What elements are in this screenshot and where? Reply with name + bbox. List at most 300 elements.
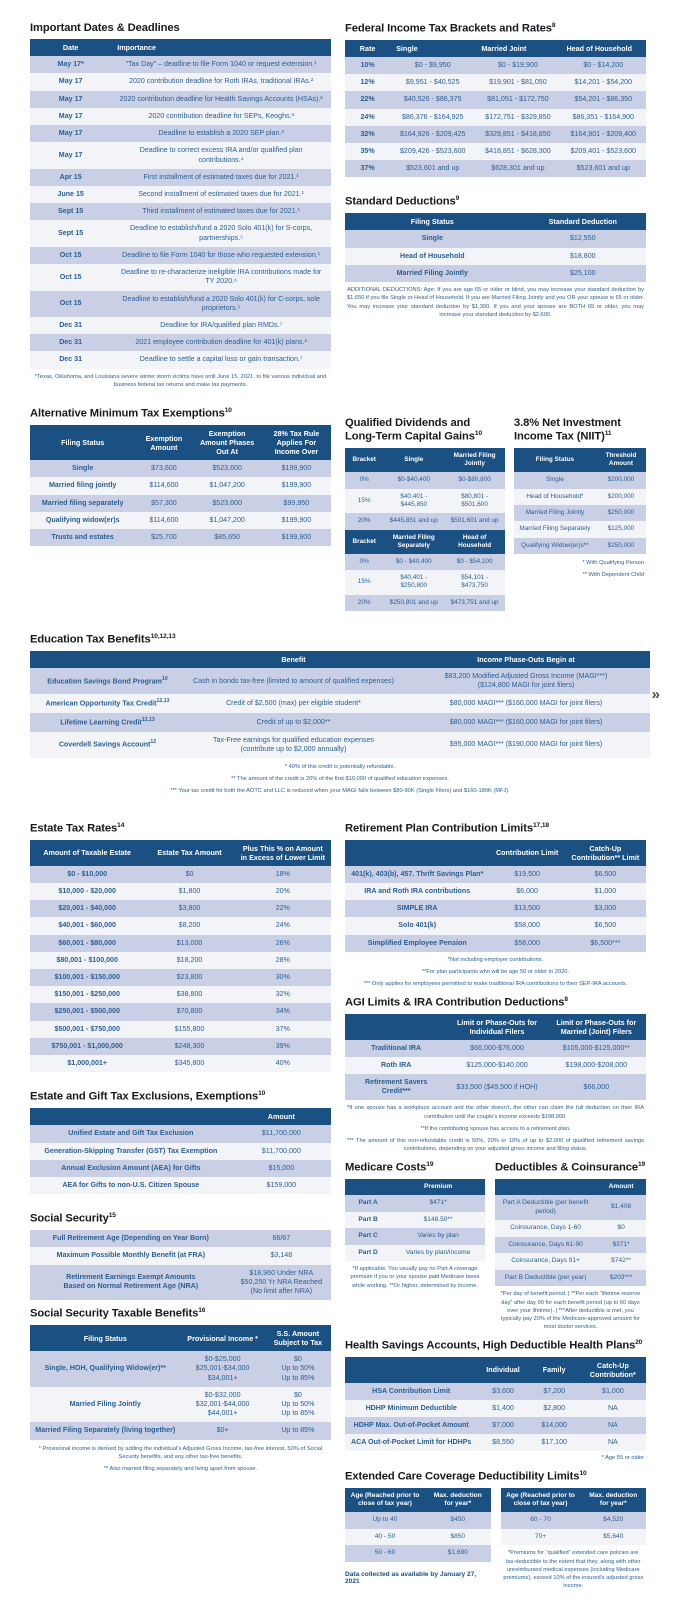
table-cell: $0 - $9,950 (390, 57, 475, 74)
table-row (345, 74, 646, 91)
dates-footnote: *Texas, Oklahoma, and Louisiana severe winter storm victims have until June 15, 2021, to file various individual and business federal tax returns and make tax payments. (34, 373, 327, 388)
table-header-row (345, 1357, 646, 1383)
table-cell: $7,200 (529, 1383, 580, 1400)
agi-footnote-2: **If the contributing spouse has access to a retirement plan. (420, 1125, 571, 1132)
medicare-heading (345, 1161, 485, 1175)
ss-taxable-heading (30, 1307, 331, 1321)
table-cell: $199,900 (262, 512, 331, 529)
deductibles-title-sup: 19 (637, 1160, 646, 1168)
table-cell: 70+ (501, 1529, 581, 1546)
table-cell: $3,148 (232, 1247, 331, 1264)
qualdiv-heading (345, 417, 505, 444)
estate-rates-body (30, 866, 331, 1073)
table-cell: $5,640 (581, 1529, 646, 1546)
table-row (30, 186, 331, 203)
table-row (514, 538, 646, 554)
table-header-row (345, 1488, 491, 1512)
table-cell: May 17 (30, 91, 111, 108)
col-amount: Amount (232, 1108, 331, 1125)
col-max-deduction: Max. deduction for year* (425, 1488, 490, 1512)
medicare-title-sup: 19 (426, 1160, 434, 1168)
hsa-heading (345, 1339, 646, 1353)
table-cell: Deadline for IRA/qualified plan RMDs.⁷ (111, 317, 331, 334)
table-cell: 32% (345, 126, 390, 143)
social-security-title: Social Security (30, 1212, 109, 1225)
education-benefit: Credit of up to $2,000** (185, 713, 402, 732)
table-row (30, 477, 331, 494)
table-cell: HSA Contribution Limit (345, 1383, 477, 1400)
table-cell: $500,001 - $750,000 (30, 1021, 144, 1038)
table-cell: Single (514, 472, 596, 488)
table-cell: $750,001 - $1,000,000 (30, 1038, 144, 1055)
table-header-row (30, 1108, 331, 1125)
table-cell: 0% (345, 554, 383, 570)
table-row (30, 1143, 331, 1160)
col-bracket: Bracket (345, 448, 383, 472)
qualdiv-body-1 (345, 472, 505, 529)
standard-deductions-heading (345, 195, 646, 209)
table-cell: Deadline to correct excess IRA and/or qualified plan contributions.⁴ (111, 142, 331, 168)
table-row (345, 265, 646, 282)
qualdiv-table-2 (345, 530, 505, 611)
extended-care-left (345, 1488, 491, 1591)
table-cell: $11,700,000 (232, 1125, 331, 1142)
agi-body (345, 1040, 646, 1101)
table-header-row (30, 651, 650, 668)
table-row (514, 521, 646, 537)
table-cell: Single (345, 230, 520, 247)
retirement-body (345, 866, 646, 952)
table-cell: Coinsurance, Days 61-90 (495, 1237, 596, 1254)
col-bracket: Bracket (345, 530, 383, 554)
education-row-label: Lifetime Learning Credit$^{12,13}$ (30, 713, 185, 732)
table-cell: $6,000 (489, 883, 564, 900)
table-row (345, 883, 646, 900)
agi-title-sup: 8 (564, 995, 568, 1003)
table-cell: Part A (345, 1195, 391, 1212)
table-cell: $209,426 - $523,600 (390, 143, 475, 160)
table-cell: Part B (345, 1212, 391, 1229)
table-row (30, 512, 331, 529)
education-benefit: Tax-Free earnings for qualified education expenses (contribute up to $2,000 annually) (185, 732, 402, 758)
table-cell: $345,800 (144, 1055, 234, 1072)
table-cell: $80,001 - $100,000 (30, 952, 144, 969)
qualdiv-table-1 (345, 448, 505, 529)
agi-limits-table (345, 1014, 646, 1101)
table-cell: 10% (345, 57, 390, 74)
deductibles-footnote: *Per day of benefit period. | **Per each “lifetime reserve day” after day 90 for each benefit period (up to 60 days over your lifetime). | ***After deductible is met, you typically pay 20% of the Medicare-approved amount for most doctor services. (500, 1291, 641, 1331)
table-cell: 40 - 50 (345, 1529, 425, 1546)
niit-body (514, 472, 646, 554)
education-footnote-2: ** The amount of the credit is 20% of the first $10,000 of qualified education expenses. (231, 776, 449, 783)
table-cell: $1,047,200 (193, 512, 262, 529)
table-header-row (345, 40, 646, 57)
estate-tax-rates-table (30, 840, 331, 1073)
standard-body (345, 230, 646, 282)
table-cell: $200,000 (596, 472, 646, 488)
table-row (345, 554, 505, 570)
dates-body (30, 56, 331, 368)
table-cell: IRA and Roth IRA contributions (345, 883, 489, 900)
table-cell: $250,000 (596, 505, 646, 521)
table-cell: 401(k), 403(b), 457. Thrift Savings Plan* (345, 866, 489, 883)
table-cell: $66,000 (547, 1074, 646, 1100)
table-cell: $70,800 (144, 1003, 234, 1020)
next-page-arrow-icon[interactable]: » (651, 686, 658, 703)
table-cell: $250,000 (596, 538, 646, 554)
table-cell: 35% (345, 143, 390, 160)
table-cell: $1,800 (144, 883, 234, 900)
ss-taxable-footnote-2: ** Also married filing separately and living apart from spouse. (103, 1466, 258, 1473)
table-row (345, 230, 646, 247)
col-catchup: Catch-Up Contribution* (580, 1357, 646, 1383)
table-row (30, 73, 331, 90)
col-individual-filers: Limit or Phase-Outs for Individual Filers (447, 1014, 546, 1040)
table-cell: Deadline to establish a 2020 SEP plan.³ (111, 125, 331, 142)
table-row (30, 1265, 331, 1301)
table-cell: Traditional IRA (345, 1040, 447, 1057)
important-dates-table (30, 39, 331, 368)
extended-care-title-sup: 10 (579, 1469, 587, 1477)
table-cell: May 17* (30, 56, 111, 73)
table-cell: $742** (596, 1253, 646, 1270)
table-cell: $371* (596, 1237, 646, 1254)
table-cell: $0-$32,000 $32,001-$44,000 $44,001+ (181, 1387, 265, 1423)
table-row (30, 495, 331, 512)
table-header-row (30, 840, 331, 866)
table-row (345, 935, 646, 952)
table-row (30, 291, 331, 317)
retirement-title-sup: 17,18 (532, 821, 549, 829)
table-cell: 20% (235, 883, 331, 900)
table-row (30, 732, 650, 758)
table-row (30, 169, 331, 186)
table-cell: $14,000 (529, 1417, 580, 1434)
table-row (30, 1021, 331, 1038)
niit-footnote-2: ** With Dependent Child (582, 572, 644, 579)
table-cell: $0 - $54,100 (444, 554, 505, 570)
education-table (30, 651, 650, 758)
table-row (501, 1512, 647, 1529)
col-filing-status: Filing Status (30, 425, 135, 460)
table-cell: Sept 15 (30, 203, 111, 220)
qualdiv-title-sup: 10 (474, 430, 483, 438)
extended-care-right-body (501, 1512, 647, 1545)
table-cell: $199,900 (262, 477, 331, 494)
table-cell: $125,000 (596, 521, 646, 537)
table-row (30, 1247, 331, 1264)
table-cell: 2021 employee contribution deadline for 401(k) plans.² (111, 334, 331, 351)
table-cell: Oct 15 (30, 264, 111, 290)
brackets-title-sup: 8 (551, 22, 556, 29)
table-cell: $4,520 (581, 1512, 646, 1529)
table-cell: $1,400 (477, 1400, 528, 1417)
table-cell: $850 (425, 1529, 490, 1546)
table-row (345, 109, 646, 126)
table-cell: $66,000-$76,000 (447, 1040, 546, 1057)
table-cell: 24% (235, 917, 331, 934)
table-cell: 2020 contribution deadline for Health Savings Accounts (HSAs).² (111, 91, 331, 108)
table-row (345, 1212, 485, 1229)
table-cell: 50 - 60 (345, 1545, 425, 1562)
table-cell: $0 - $14,200 (560, 57, 646, 74)
table-row (345, 1512, 491, 1529)
table-row (345, 472, 505, 488)
table-cell: 37% (345, 160, 390, 177)
table-cell: $40,526 - $86,375 (390, 91, 475, 108)
col-date: Date (30, 39, 111, 56)
table-cell: $15,000 (232, 1160, 331, 1177)
table-row (495, 1237, 646, 1254)
table-row (345, 1195, 485, 1212)
table-cell: 32% (235, 986, 331, 1003)
table-cell: $6,500*** (565, 935, 646, 952)
table-cell: Deadline to settle a capital loss or gain transaction.⁷ (111, 351, 331, 368)
col-age: Age (Reached prior to close of tax year) (345, 1488, 425, 1512)
left-column-bottom (30, 822, 331, 1591)
table-cell: May 17 (30, 73, 111, 90)
table-row (30, 1230, 331, 1247)
table-cell: Second installment of estimated taxes due for 2021.¹ (111, 186, 331, 203)
table-cell: 37% (235, 1021, 331, 1038)
retirement-footnote-1: *Not including employer contributions. (447, 956, 544, 963)
amt-title-sup: 10 (224, 407, 232, 415)
col-blank (30, 1108, 232, 1125)
extended-care-table-left (345, 1488, 491, 1562)
education-row-label: American Opportunity Tax Credit$^{12,13}$ (30, 694, 185, 713)
education-title: Education Tax Benefits (30, 633, 151, 646)
table-row (30, 668, 650, 694)
col-individual: Individual (477, 1357, 528, 1383)
extended-care-footnote: *Premiums for “qualified” extended care policies are tax-deductible to the extent that they, along with other unreimbursed medical expenses (including Medicare premiums), exceed 10% of the insured's adjusted gross income. (503, 1550, 644, 1590)
col-head-household: Head of Household (444, 530, 505, 554)
col-filing-status: Filing Status (514, 448, 596, 472)
deductibles-block (495, 1161, 646, 1332)
table-cell: $150,001 - $250,000 (30, 986, 144, 1003)
table-cell: Retirement Savers Credit*** (345, 1074, 447, 1100)
table-row (30, 1055, 331, 1072)
education-phaseout: $80,000 MAGI*** ($160,000 MAGI for joint filers) (402, 694, 650, 713)
qualdiv-title-2: Long-Term Capital Gains (345, 431, 475, 444)
qualdiv-niit-pair (345, 417, 646, 611)
table-cell: Single, HOH, Qualifying Widow(er)** (30, 1351, 181, 1387)
table-cell: 60 - 70 (501, 1512, 581, 1529)
col-phaseout: Exemption Amount Phases Out At (193, 425, 262, 460)
table-row (30, 952, 331, 969)
retirement-title: Retirement Plan Contribution Limits (345, 822, 533, 835)
table-row (30, 969, 331, 986)
table-row (495, 1220, 646, 1237)
table-cell: Unified Estate and Gift Tax Exclusion (30, 1125, 232, 1142)
education-phaseout: $83,200 Modified Adjusted Gross Income (MAGI***) ($124,800 MAGI for joint filers) (402, 668, 650, 694)
table-row (345, 143, 646, 160)
important-dates-heading (30, 22, 331, 35)
qualdiv-body-2 (345, 554, 505, 611)
education-benefit: Cash in bonds tax-free (limited to amount of qualified expenses) (185, 668, 402, 694)
ss-taxable-footnote-1: * Provisional income is derived by adding the individual's Adjusted Gross Income, tax-free interest, 50% of Social Security benefits, and any other tax-free benefits. (38, 1445, 323, 1460)
table-row (345, 866, 646, 883)
table-row (30, 247, 331, 264)
table-row (514, 505, 646, 521)
table-cell: $148.50** (391, 1212, 485, 1229)
table-cell: $19,500 (489, 866, 564, 883)
ss-taxable-title-sup: 16 (198, 1307, 206, 1315)
table-row (345, 1529, 491, 1546)
social-security-heading (30, 1212, 331, 1226)
ss-taxable-benefits-table (30, 1325, 331, 1440)
table-cell: $1,000 (565, 883, 646, 900)
table-header-row (501, 1488, 647, 1512)
deductibles-coinsurance-table (495, 1179, 646, 1287)
table-cell: $0 Up to 50% Up to 85% (265, 1387, 331, 1423)
education-heading (30, 633, 650, 647)
estate-excl-body (30, 1125, 331, 1194)
table-cell: $54,101 - $473,750 (444, 570, 505, 595)
col-estate-tax-amount: Estate Tax Amount (144, 840, 234, 866)
table-cell: Deadline to establish/fund a 2020 Solo 401(k) for S-corps, partnerships.⁵ (111, 220, 331, 246)
col-blank (345, 1179, 391, 1195)
table-cell: HDHP Minimum Deductible (345, 1400, 477, 1417)
table-row (30, 713, 650, 732)
education-body (30, 668, 650, 758)
table-cell: $60,001 - $80,000 (30, 935, 144, 952)
table-row (30, 203, 331, 220)
table-cell: $40,401 - $250,800 (383, 570, 444, 595)
table-cell: $99,950 (262, 495, 331, 512)
brackets-title: Federal Income Tax Brackets and Rates (345, 22, 552, 35)
agi-footnote-3: *** The amount of this non-refundable credit is 50%, 20% or 10% of up to $2,000 of qualified retirement savings contributions, depending on your adjusted gross income and filing status. (347, 1138, 644, 1153)
table-cell: $23,800 (144, 969, 234, 986)
table-header-row (345, 840, 646, 866)
col-standard-deduction: Standard Deduction (520, 213, 646, 230)
table-cell: 2020 contribution deadline for SEPs, Keoghs.³ (111, 108, 331, 125)
table-cell: $58,000 (489, 935, 564, 952)
table-cell: $250,001 - $500,000 (30, 1003, 144, 1020)
table-cell: Deadline to file Form 1040 for those who requested extension.¹ (111, 247, 331, 264)
table-cell: 2020 contribution deadline for Roth IRAs, traditional IRAs.² (111, 73, 331, 90)
social-security-body (30, 1230, 331, 1300)
table-cell: Part A Deductible (per benefit period) (495, 1195, 596, 1220)
table-cell: $199,900 (262, 529, 331, 546)
table-cell: Married Filing Jointly (345, 265, 520, 282)
table-cell: $209,401 - $523,600 (560, 143, 646, 160)
table-cell: Annual Exclusion Amount (AEA) for Gifts (30, 1160, 232, 1177)
table-cell: $125,000-$140,000 (447, 1057, 546, 1074)
medicare-title: Medicare Costs (345, 1161, 427, 1174)
table-cell: $501,601 and up (444, 513, 505, 529)
table-cell: “Tax Day” – deadline to file Form 1040 or request extension.¹ (111, 56, 331, 73)
table-cell: Solo 401(k) (345, 917, 489, 934)
table-cell: Trusts and estates (30, 529, 135, 546)
table-cell: June 15 (30, 186, 111, 203)
brackets-body (345, 57, 646, 178)
retirement-limits-table (345, 840, 646, 952)
extended-care-tables (345, 1488, 646, 1591)
table-cell: Up to 85% (265, 1422, 331, 1439)
table-cell: $418,851 - $628,300 (475, 143, 560, 160)
table-cell: Maximum Possible Monthly Benefit (at FRA) (30, 1247, 232, 1264)
table-row (30, 1038, 331, 1055)
table-cell: $628,301 and up (475, 160, 560, 177)
table-cell: May 17 (30, 125, 111, 142)
table-cell: $40,401 - $445,850 (383, 489, 444, 514)
table-header-row (345, 1179, 485, 1195)
estate-rates-title-sup: 14 (117, 821, 125, 829)
table-cell: $155,800 (144, 1021, 234, 1038)
medicare-costs-table (345, 1179, 485, 1261)
table-cell: $13,500 (489, 900, 564, 917)
table-row (345, 1057, 646, 1074)
table-cell: Qualifying widow(er)s (30, 512, 135, 529)
table-row (30, 317, 331, 334)
tax-brackets-table (345, 40, 646, 178)
left-column-top (30, 22, 331, 546)
table-row (345, 1434, 646, 1451)
table-row (345, 900, 646, 917)
table-row (514, 489, 646, 505)
medicare-deductibles-row (345, 1161, 646, 1332)
col-blank (345, 1014, 447, 1040)
table-header-row (345, 213, 646, 230)
table-cell: $203*** (596, 1270, 646, 1287)
bottom-columns (30, 822, 650, 1591)
table-cell: Third installment of estimated taxes due for 2021.¹ (111, 203, 331, 220)
education-phaseout: $80,000 MAGI*** ($160,000 MAGI for joint filers) (402, 713, 650, 732)
ss-taxable-title: Social Security Taxable Benefits (30, 1307, 199, 1320)
table-cell: $13,000 (144, 935, 234, 952)
table-cell: $248,300 (144, 1038, 234, 1055)
table-cell: $20,001 - $40,000 (30, 900, 144, 917)
table-cell: $1,047,200 (193, 477, 262, 494)
table-cell: $0-$40,400 (383, 472, 444, 488)
niit-title-1: 3.8% Net Investment (514, 417, 621, 430)
ss-taxable-body (30, 1351, 331, 1440)
table-row (495, 1270, 646, 1287)
qualdiv-title-1: Qualified Dividends and (345, 417, 471, 430)
table-cell: Married Filing Separately (living together) (30, 1422, 181, 1439)
niit-block (514, 417, 646, 611)
table-header-row (30, 425, 331, 460)
education-footnote-1: * 40% of this credit is potentially refundable. (284, 763, 396, 770)
table-cell: HDHP Max. Out-of-Pocket Amount (345, 1417, 477, 1434)
table-row (514, 472, 646, 488)
table-cell: 12% (345, 74, 390, 91)
table-cell: Varies by plan (391, 1228, 485, 1245)
agi-heading (345, 996, 646, 1010)
table-cell: Married Filing Jointly (514, 505, 596, 521)
table-cell: $0 (596, 1220, 646, 1237)
niit-title-sup: 11 (604, 430, 612, 438)
table-row (30, 1351, 331, 1387)
table-cell: $12,550 (520, 230, 646, 247)
table-row (30, 460, 331, 477)
table-cell: Deadline to establish/fund a 2020 Solo 401(k) for C-corps, sole proprietors.⁵ (111, 291, 331, 317)
table-cell: $0-$80,800 (444, 472, 505, 488)
table-cell: $473,751 and up (444, 595, 505, 611)
table-cell: Coinsurance, Days 1-60 (495, 1220, 596, 1237)
deductibles-title: Deductibles & Coinsurance (495, 1161, 638, 1174)
education-footnote-3: *** Your tax credit for both the AOTC and LLC is reduced when your MAGI falls between $80-90K (Single Filers) and $160-180K (MFJ). (170, 788, 510, 795)
table-cell: 39% (235, 1038, 331, 1055)
table-cell: 28% (235, 952, 331, 969)
col-premium: Premium (391, 1179, 485, 1195)
table-cell: May 17 (30, 108, 111, 125)
standard-title-sup: 9 (455, 195, 460, 203)
table-cell: $17,100 (529, 1434, 580, 1451)
table-cell: 15% (345, 570, 383, 595)
col-threshold: Threshold Amount (596, 448, 646, 472)
table-cell: $0-$25,000 $25,001-$34,000 $34,001+ (181, 1351, 265, 1387)
